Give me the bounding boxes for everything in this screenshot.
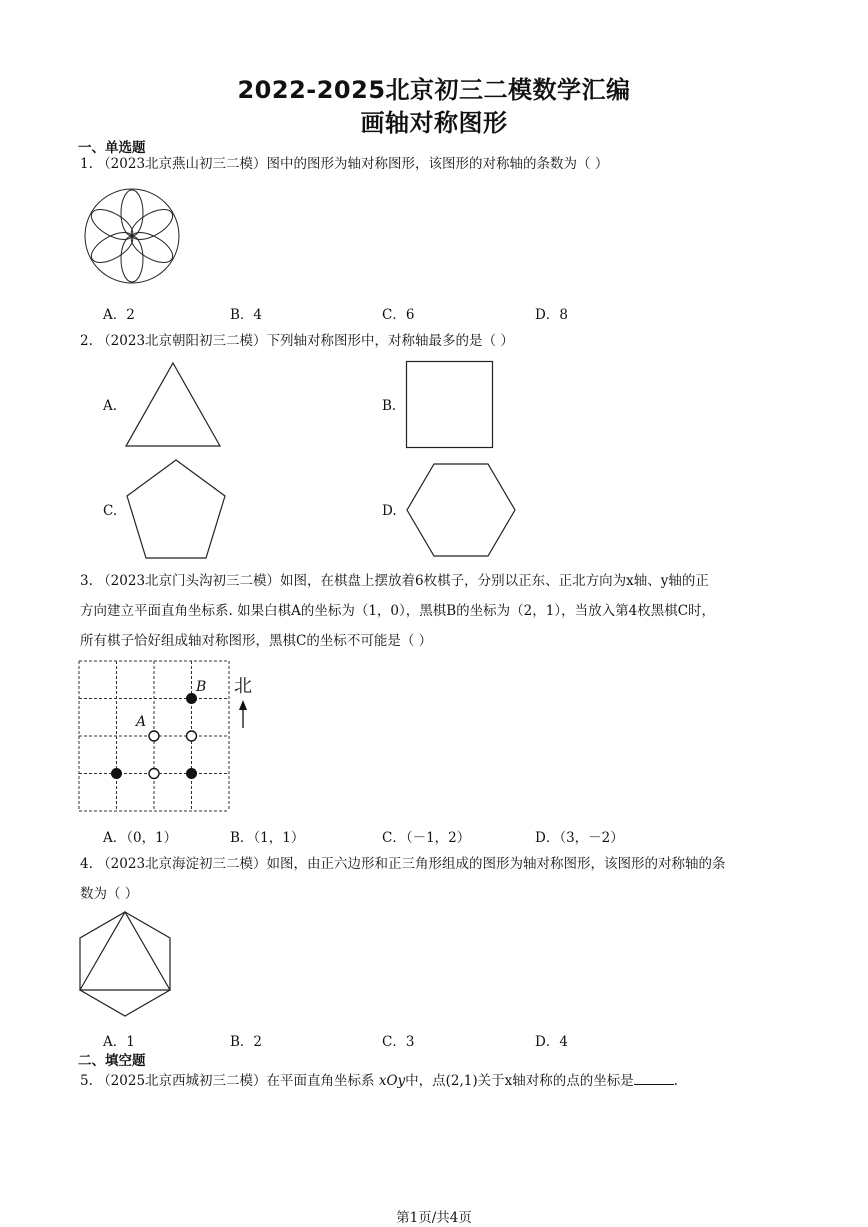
question-number: 3. (80, 573, 93, 589)
question-1 (80, 154, 608, 174)
question-number: 5. (80, 1073, 93, 1089)
black-piece (186, 768, 197, 779)
question-2 (80, 331, 514, 351)
q4-option-d[interactable]: D．4 (535, 1034, 568, 1050)
question-text: 如图，由正六边形和正三角形组成的图形为轴对称图形，该图形的对称轴的条 (266, 856, 726, 872)
question-text: 图中的图形为轴对称图形，该图形的对称轴的条数为（ ） (266, 156, 609, 172)
question-source: （2023北京朝阳初三二模） (97, 333, 267, 349)
question-5: 5. （2025北京西城初三二模）在平面直角坐标系 xOy中，点(2,1)关于x轴对称的点的坐标是 . (80, 1070, 678, 1091)
question-3-line-3: 所有棋子恰好组成轴对称图形，黑棋C的坐标不可能是（ ） (80, 633, 433, 649)
label-b: B (196, 679, 207, 695)
question-4-line-2: 数为（ ） (80, 886, 139, 902)
question-text: 在平面直角坐标系 (266, 1073, 375, 1089)
question-text: 下列轴对称图形中，对称轴最多的是（ ） (266, 333, 514, 349)
question-number: 4. (80, 856, 93, 872)
question-number: 2. (80, 333, 93, 349)
q3-option-a[interactable]: A．（0，1） (103, 830, 178, 846)
q4-option-b[interactable]: B．2 (230, 1034, 263, 1050)
q3-option-c[interactable]: C．（－1，2） (382, 830, 471, 846)
white-piece-a (149, 731, 159, 741)
black-piece (111, 768, 122, 779)
q3-option-d[interactable]: D．（3，－2） (535, 830, 624, 846)
q2-label-b[interactable]: B. (382, 398, 397, 414)
question-text: 中，点 (405, 1073, 446, 1089)
question-source: （2023北京燕山初三二模） (97, 156, 267, 172)
question-source: （2025北京西城初三二模） (97, 1073, 267, 1089)
flower-figure (82, 186, 182, 286)
q4-option-a[interactable]: A．1 (103, 1034, 135, 1050)
hexagon-triangle-figure (78, 910, 172, 1020)
q2-label-a[interactable]: A. (103, 398, 118, 414)
question-source: （2023北京海淀初三二模） (97, 856, 267, 872)
document-title: 2022-2025北京初三二模数学汇编 (237, 76, 631, 104)
section-heading-fill-blank: 二、填空题 (78, 1053, 146, 1069)
coordinate-system-label: xOy (378, 1073, 406, 1089)
question-number: 1. (80, 156, 93, 172)
question-text: 如图，在棋盘上摆放着6枚棋子，分别以正东、正北方向为x轴、y轴的正 (280, 573, 709, 589)
question-4-line-1 (80, 854, 726, 874)
q2-label-d[interactable]: D. (382, 503, 397, 519)
document-subtitle: 画轴对称图形 (360, 109, 508, 137)
q1-option-b[interactable]: B．4 (230, 307, 263, 323)
square-figure[interactable] (405, 360, 495, 450)
q3-option-b[interactable]: B．（1，1） (230, 830, 305, 846)
q4-option-c[interactable]: C．3 (382, 1034, 415, 1050)
label-a: A (136, 714, 147, 730)
q2-label-c[interactable]: C. (103, 503, 118, 519)
q1-option-d[interactable]: D．8 (535, 307, 568, 323)
question-3-line-2: 方向建立平面直角坐标系. 如果白棋A的坐标为（1，0），黑棋B的坐标为（2，1），当放入第4枚黑棋C时， (80, 603, 716, 619)
q1-option-a[interactable]: A．2 (103, 307, 135, 323)
triangle-figure[interactable] (124, 361, 222, 449)
hexagon-figure[interactable] (405, 462, 517, 558)
white-piece (149, 769, 159, 779)
point-coordinates: (2,1) (445, 1073, 478, 1089)
q1-option-c[interactable]: C．6 (382, 307, 415, 323)
question-source: （2023北京门头沟初三二模） (97, 573, 281, 589)
section-heading-single-choice: 一、单选题 (78, 140, 146, 156)
question-3-line-1 (80, 571, 709, 591)
north-label: 北 (234, 676, 252, 697)
page-number: 第1页/共4页 (396, 1210, 472, 1226)
white-piece (187, 731, 197, 741)
pentagon-figure[interactable] (124, 458, 228, 562)
question-text: 关于x轴对称的点的坐标是 (477, 1073, 634, 1089)
north-arrow-icon (239, 700, 247, 710)
answer-blank[interactable] (634, 1070, 674, 1085)
